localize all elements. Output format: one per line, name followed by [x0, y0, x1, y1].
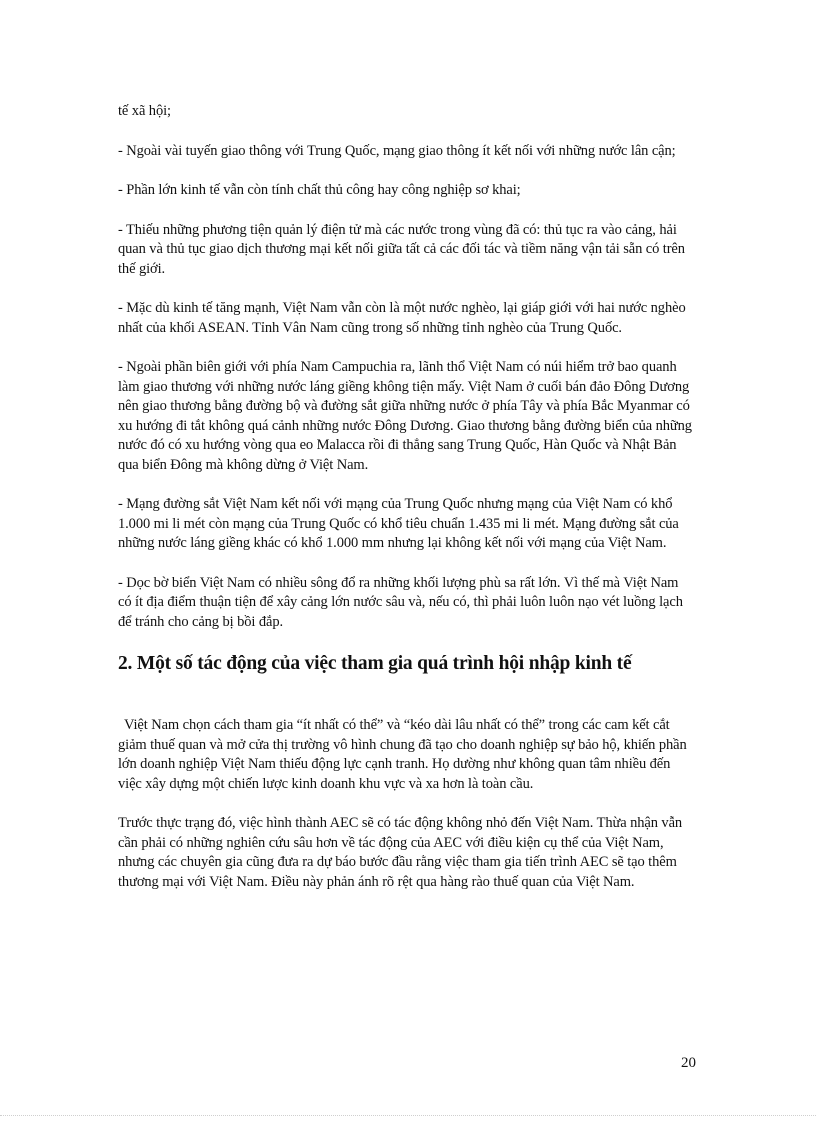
page-body [118, 102, 692, 912]
bullet-paragraph-handicraft-economy: - Phần lớn kinh tế vẫn còn tính chất thủ công hay công nghiệp sơ khai; [118, 182, 521, 198]
page-bottom-divider [0, 1115, 816, 1116]
bullet-paragraph-electronic-management: - Thiếu những phương tiện quản lý điện tử mà các nước trong vùng đã có: thủ tục ra vào cảng, hải quan và thủ tục giao dịch thương mại kết nối giữa tất cả các đối tác và tiềm năng vận tải sẵn có trên thế giới. [118, 221, 685, 277]
paragraph-aec-impact: Trước thực trạng đó, việc hình thành AEC sẽ có tác động không nhỏ đến Việt Nam. Thừa nhận vẫn cần phải có những nghiên cứu sâu hơn về tác động của AEC với điều kiện cụ thể của Việt Nam, nhưng các chuyên gia cũng đưa ra dự báo bước đầu rằng việc tham gia tiến trình AEC sẽ tạo thêm thương mại với Việt Nam. Điều này phản ánh rõ rệt qua hàng rào thuế quan của Việt Nam. [118, 815, 683, 890]
bullet-paragraph-railway: - Mạng đường sắt Việt Nam kết nối với mạng của Trung Quốc nhưng mạng của Việt Nam có khổ 1.000 mi li mét còn mạng của Trung Quốc có khổ tiêu chuẩn 1.435 mi li mét. Mạng đường sắt của những nước láng giềng khác có khổ 1.000 mm nhưng lại không kết nối với mạng của Việt Nam. [118, 496, 679, 551]
paragraph-participation: Việt Nam chọn cách tham gia “ít nhất có thể” và “kéo dài lâu nhất có thể” trong các cam kết cắt giảm thuế quan và mở cửa thị trường vô hình chung đã tạo cho doanh nghiệp sự bảo hộ, khiến phần lớn doanh nghiệp Việt Nam thiếu động lực cạnh tranh. Họ dường như không quan tâm nhiều đến việc xây dựng một chiến lược kinh doanh khu vực và xa hơn là toàn cầu. [118, 717, 687, 792]
section-heading: 2. Một số tác động của việc tham gia quá trình hội nhập kinh tế [118, 653, 632, 674]
bullet-paragraph-coastline: - Dọc bờ biển Việt Nam có nhiều sông đổ ra những khối lượng phù sa rất lớn. Vì thế mà Việt Nam có ít địa điểm thuận tiện để xây cảng lớn nước sâu và, nếu có, thì phải luôn luôn nạo vét luồng lạch để tránh cho cảng bị bồi đắp. [118, 574, 683, 630]
bullet-paragraph-geography: - Ngoài phần biên giới với phía Nam Campuchia ra, lãnh thổ Việt Nam có núi hiểm trở bao quanh làm giao thương với những nước láng giềng không tiện mấy. Việt Nam ở cuối bán đảo Đông Dương nên giao thương bằng đường bộ và đường sắt giữa những nước ở phía Tây và phía Bắc Myanmar có xu hướng đi tắt không quá cảnh những nước Đông Dương. Giao thương bằng đường biển của những nước đó có xu hướng vòng qua eo Malacca rồi đi thẳng sang Trung Quốc, Hàn Quốc và Nhật Bản qua biển Đông mà không dừng ở Việt Nam. [118, 359, 692, 473]
page-number: 20 [681, 1055, 696, 1071]
paragraph-continuation: tế xã hội; [118, 103, 171, 119]
bullet-paragraph-transport-links: - Ngoài vài tuyến giao thông với Trung Quốc, mạng giao thông ít kết nối với những nước lân cận; [118, 142, 676, 159]
bullet-paragraph-poverty: - Mặc dù kinh tế tăng mạnh, Việt Nam vẫn còn là một nước nghèo, lại giáp giới với hai nước nghèo nhất của khối ASEAN. Tỉnh Vân Nam cũng trong số những tỉnh nghèo của Trung Quốc. [118, 300, 686, 336]
